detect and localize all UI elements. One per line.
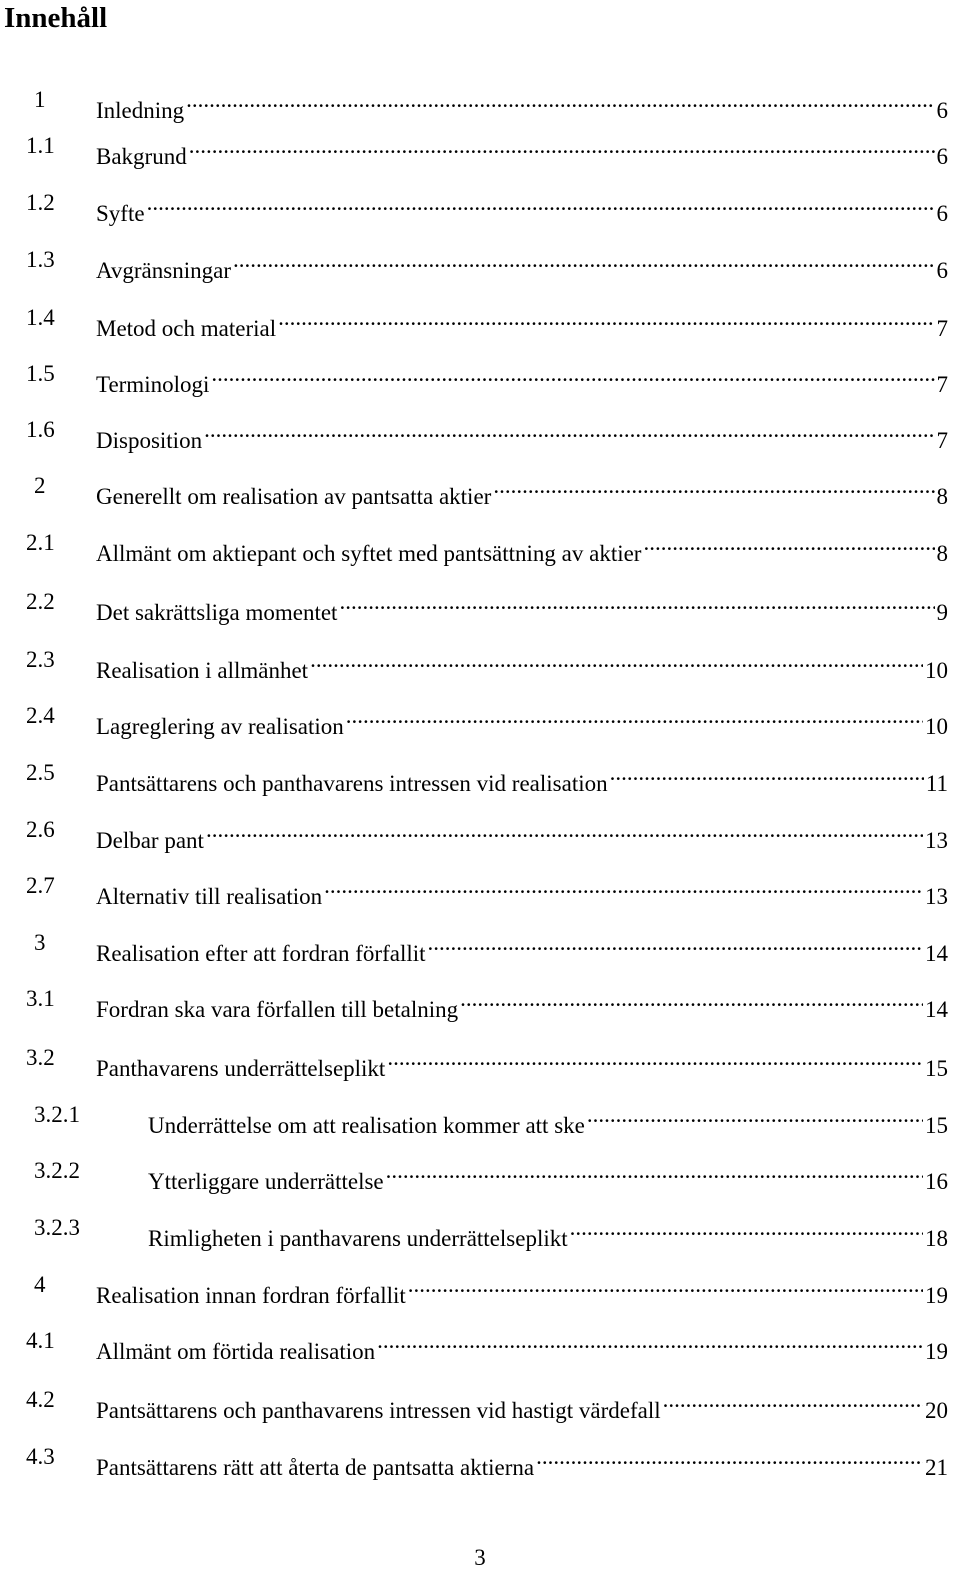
dot-leader bbox=[570, 1210, 923, 1246]
toc-entry-number: 4.1 bbox=[26, 1328, 55, 1353]
dot-leader bbox=[189, 128, 935, 164]
toc-entry-number: 3.2.2 bbox=[34, 1158, 80, 1183]
toc-entry-title: Syfte bbox=[96, 196, 145, 232]
toc-entry[interactable] bbox=[0, 1267, 960, 1308]
toc-entry-page: 7 bbox=[936, 316, 948, 341]
toc-entry[interactable] bbox=[0, 82, 960, 123]
toc-entry-number: 3.2.1 bbox=[34, 1102, 80, 1127]
toc-entry[interactable] bbox=[0, 1153, 960, 1194]
dot-leader bbox=[663, 1382, 923, 1418]
dot-leader bbox=[536, 1439, 923, 1475]
toc-entry[interactable] bbox=[0, 525, 960, 566]
dot-leader bbox=[377, 1323, 923, 1359]
page-number-footer bbox=[0, 1540, 960, 1576]
toc-entry-number: 2.1 bbox=[26, 530, 55, 555]
toc-entry[interactable] bbox=[0, 300, 960, 341]
toc-entry-title: Fordran ska vara förfallen till betalning bbox=[96, 992, 458, 1028]
toc-entry-page: 7 bbox=[936, 372, 948, 397]
toc-entry-page: 8 bbox=[936, 541, 948, 566]
toc-entry-title: Pantsättarens och panthavarens intressen vid hastigt värdefall bbox=[96, 1393, 661, 1429]
toc-entry-number: 4 bbox=[34, 1272, 46, 1297]
toc-entry-page: 19 bbox=[925, 1339, 948, 1364]
toc-entry-page: 18 bbox=[925, 1226, 948, 1251]
toc-entry-number: 1.1 bbox=[26, 133, 55, 158]
toc-entry-title: Allmänt om aktiepant och syftet med pantsättning av aktier bbox=[96, 536, 641, 572]
toc-entry-page: 10 bbox=[925, 658, 948, 683]
toc-entry-page: 6 bbox=[936, 258, 948, 283]
dot-leader bbox=[386, 1153, 923, 1189]
toc-entry[interactable] bbox=[0, 356, 960, 397]
toc-entry-number: 1.4 bbox=[26, 305, 55, 330]
toc-entry-number: 1.5 bbox=[26, 361, 55, 386]
toc-entry-number: 1.3 bbox=[26, 247, 55, 272]
toc-entry-title: Allmänt om förtida realisation bbox=[96, 1334, 375, 1370]
dot-leader bbox=[310, 642, 923, 678]
toc-entry[interactable] bbox=[0, 242, 960, 283]
toc-entry[interactable] bbox=[0, 925, 960, 966]
toc-entry-number: 2.3 bbox=[26, 647, 55, 672]
dot-leader bbox=[204, 412, 934, 448]
dot-leader bbox=[324, 868, 923, 904]
dot-leader bbox=[339, 584, 934, 620]
toc-entry-page: 6 bbox=[936, 144, 948, 169]
dot-leader bbox=[610, 755, 924, 791]
toc-entry-number: 1.6 bbox=[26, 417, 55, 442]
toc-entry-number: 3.2.3 bbox=[34, 1215, 80, 1240]
toc-entry[interactable] bbox=[0, 698, 960, 739]
toc-entry[interactable] bbox=[0, 468, 960, 509]
dot-leader bbox=[206, 812, 923, 848]
toc-entry-page: 7 bbox=[936, 428, 948, 453]
dot-leader bbox=[211, 356, 934, 392]
toc-entry-number: 4.2 bbox=[26, 1387, 55, 1412]
toc-entry-page: 21 bbox=[925, 1455, 948, 1480]
toc-entry[interactable] bbox=[0, 1323, 960, 1364]
toc-entry-number: 2 bbox=[34, 473, 46, 498]
dot-leader bbox=[408, 1267, 923, 1303]
dot-leader bbox=[428, 925, 923, 961]
toc-entry-title: Panthavarens underrättelseplikt bbox=[96, 1051, 385, 1087]
toc-entry-title: Terminologi bbox=[96, 367, 209, 403]
toc-entry-page: 14 bbox=[925, 941, 948, 966]
dot-leader bbox=[643, 525, 934, 561]
toc-entry-page: 6 bbox=[936, 201, 948, 226]
toc-entry-number: 3.2 bbox=[26, 1045, 55, 1070]
toc-entry-number: 2.6 bbox=[26, 817, 55, 842]
toc-entry[interactable] bbox=[0, 584, 960, 625]
toc-entry-page: 10 bbox=[925, 714, 948, 739]
toc-entry[interactable] bbox=[0, 1382, 960, 1423]
toc-entry[interactable] bbox=[0, 642, 960, 683]
toc-entry-number: 2.5 bbox=[26, 760, 55, 785]
toc-entry-title: Delbar pant bbox=[96, 823, 204, 859]
toc-entry-title: Metod och material bbox=[96, 311, 276, 347]
toc-entry-page: 11 bbox=[925, 771, 948, 796]
toc-entry-page: 13 bbox=[925, 884, 948, 909]
toc-entry-title: Realisation innan fordran förfallit bbox=[96, 1278, 406, 1314]
toc-entry-title: Det sakrättsliga momentet bbox=[96, 595, 337, 631]
toc-entry-page: 15 bbox=[925, 1056, 948, 1081]
toc-entry-page: 19 bbox=[925, 1283, 948, 1308]
toc-entry-number: 2.7 bbox=[26, 873, 55, 898]
toc-entry[interactable] bbox=[0, 185, 960, 226]
toc-heading: Innehåll bbox=[4, 2, 108, 34]
toc-entry[interactable] bbox=[0, 1097, 960, 1138]
toc-entry-title: Avgränsningar bbox=[96, 253, 231, 289]
toc-entry-number: 2.2 bbox=[26, 589, 55, 614]
toc-entry-title: Rimligheten i panthavarens underrättelseplikt bbox=[148, 1221, 568, 1257]
toc-entry-page: 16 bbox=[925, 1169, 948, 1194]
toc-entry-page: 13 bbox=[925, 828, 948, 853]
toc-entry[interactable] bbox=[0, 812, 960, 853]
toc-entry-page: 8 bbox=[936, 484, 948, 509]
toc-entry-number: 4.3 bbox=[26, 1444, 55, 1469]
toc-entry-page: 14 bbox=[925, 997, 948, 1022]
toc-entry-page: 15 bbox=[925, 1113, 948, 1138]
dot-leader bbox=[493, 468, 934, 504]
dot-leader bbox=[147, 185, 935, 221]
dot-leader bbox=[186, 82, 934, 118]
toc-entry-title: Bakgrund bbox=[96, 139, 187, 175]
toc-entry-title: Ytterliggare underrättelse bbox=[148, 1164, 384, 1200]
toc-entry[interactable] bbox=[0, 1040, 960, 1081]
toc-entry-number: 1 bbox=[34, 87, 46, 112]
toc-entry-page: 20 bbox=[925, 1398, 948, 1423]
toc-entry-number: 2.4 bbox=[26, 703, 55, 728]
toc-entry-title: Realisation efter att fordran förfallit bbox=[96, 936, 426, 972]
dot-leader bbox=[278, 300, 934, 336]
toc-entry-page: 6 bbox=[936, 98, 948, 123]
page-number: 3 bbox=[474, 1545, 486, 1570]
toc-entry[interactable] bbox=[0, 755, 960, 796]
toc-entry-title: Disposition bbox=[96, 423, 202, 459]
dot-leader bbox=[387, 1040, 923, 1076]
toc-entry-title: Generellt om realisation av pantsatta aktier bbox=[96, 479, 491, 515]
toc-entry-title: Pantsättarens rätt att återta de pantsatta aktierna bbox=[96, 1450, 534, 1486]
toc-entry-page: 9 bbox=[936, 600, 948, 625]
toc-entry-number: 3 bbox=[34, 930, 46, 955]
dot-leader bbox=[233, 242, 935, 278]
toc-entry[interactable] bbox=[0, 128, 960, 169]
toc-entry-title: Underrättelse om att realisation kommer att ske bbox=[148, 1108, 585, 1144]
toc-entry[interactable] bbox=[0, 1439, 960, 1480]
toc-entry-number: 1.2 bbox=[26, 190, 55, 215]
dot-leader bbox=[460, 981, 923, 1017]
toc-entry[interactable] bbox=[0, 412, 960, 453]
toc-entry[interactable] bbox=[0, 868, 960, 909]
toc-entry-title: Lagreglering av realisation bbox=[96, 709, 344, 745]
toc-entry[interactable] bbox=[0, 1210, 960, 1251]
dot-leader bbox=[346, 698, 923, 734]
dot-leader bbox=[587, 1097, 923, 1133]
toc-entry-number: 3.1 bbox=[26, 986, 55, 1011]
toc-entry-title: Realisation i allmänhet bbox=[96, 653, 308, 689]
toc-entry-title: Pantsättarens och panthavarens intressen vid realisation bbox=[96, 766, 608, 802]
toc-entry-title: Inledning bbox=[96, 93, 184, 129]
toc-entry-title: Alternativ till realisation bbox=[96, 879, 322, 915]
toc-entry[interactable] bbox=[0, 981, 960, 1022]
